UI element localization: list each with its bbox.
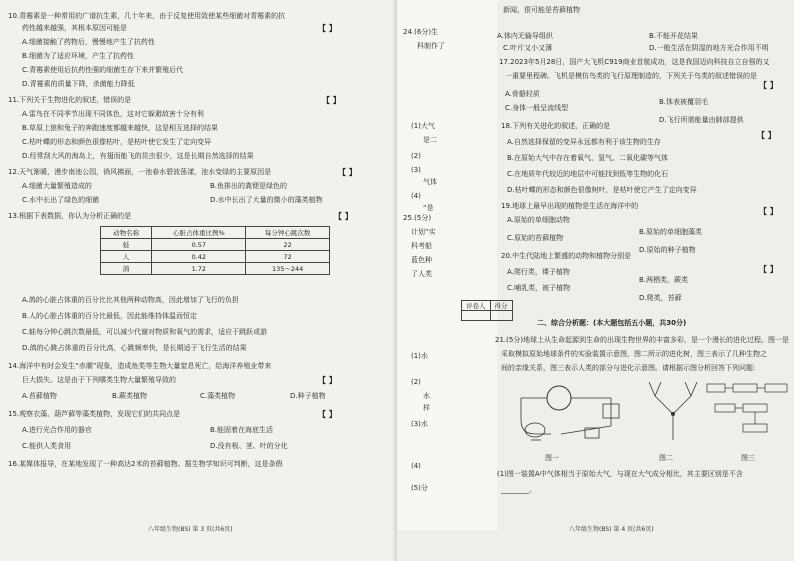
q13-option-b: B.人的心脏占体重的百分比最低，因此能维持体温而恒定	[22, 312, 198, 320]
q21-stem-cont1: 采取模拟原始地球条件的实验装置示意图，图二所示的进化树，图三表示了几种生物之	[501, 350, 767, 358]
q13-answer-bracket: 【 】	[334, 212, 353, 221]
q25-stem-cont2: 科考船	[411, 242, 432, 250]
q18-stem: 18.下列有关进化的叙述，正确的是	[501, 122, 611, 130]
table-row	[101, 251, 330, 263]
q24-sub4: (4)	[411, 192, 421, 200]
figure-three-caption: 图三	[741, 454, 755, 462]
q15-option-b: B.能固着在海底生活	[210, 426, 274, 434]
q17-option-a: A.骨骼轻质	[505, 90, 540, 98]
q24-sub3-cont: 气体	[423, 178, 437, 186]
q13-option-c: C.蛙每分钟心跳次数最低，可以减少代谢对物质和氧气的需求，适应于跳跃或游	[22, 328, 268, 336]
q15-option-c: C.能供人类食用	[22, 442, 72, 450]
q21-stem-cont2: 间的亲缘关系，图三表示人类的部分与进化示意图。请根据示图分析回答下列问题：	[501, 364, 760, 372]
table-row	[462, 301, 513, 311]
human-evolution-figure	[705, 380, 791, 444]
q18-option-c: C.在地质年代较近的地层中可能找到低等生物的化石	[507, 170, 669, 178]
figure-one-caption: 图一	[545, 454, 559, 462]
table-row	[101, 239, 330, 251]
q25-sub2-cont2: 样	[423, 404, 430, 412]
q15-stem: 15.观察衣藻、葫芦藓等藻类植物，发现它们的共同点是	[8, 410, 181, 418]
q19-option-c: C.原始的苔藓植物	[507, 234, 564, 242]
q20-answer-bracket: 【 】	[759, 265, 778, 274]
q18-option-a: A.自然选择保留的变异永远都有利于该生物的生存	[507, 138, 661, 146]
score-cell[interactable]	[490, 311, 512, 321]
q16-option-a: A.体内无输导组织	[497, 32, 553, 40]
table-header-cell: 心脏占体重比例%	[152, 227, 246, 239]
evolution-tree-figure	[643, 374, 703, 444]
q24-sub1: (1)大气	[411, 122, 435, 130]
q12-stem: 12.天气渐暖，漫步南池公园，徜风拂面，一池春水碧波荡漾，池水变绿的主要原因是	[8, 168, 272, 176]
q17-option-d: D.飞行所需能量由肺部提供	[659, 116, 744, 124]
q16-option-d: D.一般生活在阴湿的地方光合作用不明	[649, 44, 769, 52]
q14-option-a: A.苔藓植物	[22, 392, 57, 400]
q24-sub4-cont: “是	[423, 204, 434, 212]
table-cell: 人	[101, 251, 152, 263]
q14-answer-bracket: 【 】	[318, 376, 337, 385]
q18-option-d: D.枯叶蝶的形态和颜色很像树叶，是枯叶使它产生了定向变异	[507, 186, 697, 194]
q12-answer-bracket: 【 】	[338, 168, 357, 177]
table-cell: 22	[246, 239, 330, 251]
q13-stem: 13.根据下表数据，你认为分析正确的是	[8, 212, 132, 220]
q19-option-b: B.原始的单细胞藻类	[639, 228, 703, 236]
q17-stem-cont: 一重要里程碑。飞机是模仿鸟类的飞行原理制造的，下列关于鸟类的叙述错误的是	[505, 72, 757, 80]
q14-option-b: B.蕨类植物	[112, 392, 148, 400]
q10-option-d: D.青霉素的质量下降，杀菌能力降低	[22, 80, 135, 88]
q11-answer-bracket: 【 】	[322, 96, 341, 105]
q15-answer-bracket: 【 】	[318, 410, 337, 419]
q10-stem: 10.青霉素是一种常用的广谱抗生素，几十年来，由于反复使用致使某些细菌对青霉素的抗	[8, 12, 286, 20]
q10-option-a: A.细菌接触了药物后，慢慢地产生了抗药性	[22, 38, 155, 46]
q25-sub4: (4)	[411, 462, 421, 470]
q19-stem: 19.地球上最早出现的植物是生活在海洋中的	[501, 202, 639, 210]
grader-label: 评卷人	[462, 301, 491, 311]
q24-sub3: (3)	[411, 166, 421, 174]
q14-stem: 14.海洋中有时会发生“赤潮”现象，造成鱼类等生物大量窒息死亡，给海洋养殖业带来	[8, 362, 272, 370]
q10-option-c: C.青霉素使用后抗药性强的细菌生存下来并繁殖后代	[22, 66, 184, 74]
q11-option-c: C.枯叶蝶的形态和颜色很像枯叶，是枯叶使它发生了定向变异	[22, 138, 212, 146]
q20-option-a: A.爬行类，裸子植物	[507, 268, 570, 276]
section-two-heading: 二、综合分析题：(本大题包括五小题，共30分)	[537, 319, 687, 327]
page-footer-left: 八年级生物(BS) 第 3 页(共6页)	[148, 526, 233, 533]
q10-option-b: B.细菌为了适应环境，产生了抗药性	[22, 52, 135, 60]
right-page	[397, 0, 794, 561]
table-header-cell: 每分钟心跳次数	[246, 227, 330, 239]
q24-sub1-cont: 是二	[423, 136, 437, 144]
table-cell: 135～244	[246, 263, 330, 275]
q15-option-a: A.进行光合作用的器官	[22, 426, 92, 434]
q12-option-c: C.水中长出了绿色的细菌	[22, 196, 100, 204]
q13-option-a: A.鸽的心脏占体重的百分比比其他两种动物高，因此增加了飞行的负担	[22, 296, 239, 304]
q25-sub1: (1)水	[411, 352, 428, 360]
table-row	[462, 311, 513, 321]
q14-stem-cont: 巨大损失。这是由于下列哪类生物大量繁殖导致的	[22, 376, 176, 384]
q20-option-c: C.哺乳类，被子植物	[507, 284, 571, 292]
q15-option-d: D.没有根、茎、叶的分化	[210, 442, 288, 450]
q17-option-b: B.体表被覆羽毛	[659, 98, 709, 106]
folded-page-strip	[397, 0, 497, 530]
q16-stem: 16.某媒体报导，在某地发现了一种高达2米的苔藓植物。据生物学知识可判断，这是条假	[8, 460, 283, 468]
q25-stem-cont4: 了人类	[411, 270, 432, 278]
q19-option-a: A.原始的单细胞动物	[507, 216, 570, 224]
q11-option-a: A.雷鸟在不同季节出现不同体色，这对它躲避敌害十分有利	[22, 110, 204, 118]
q16-option-c: C.叶片又小又薄	[503, 44, 553, 52]
q25-stem-cont1: 计划“实	[411, 228, 436, 236]
q14-option-c: C.藻类植物	[200, 392, 236, 400]
q19-option-d: D.原始的种子植物	[639, 246, 696, 254]
q21-stem: 21.(5分)地球上从生命起源到生命的出现生物世界的丰富多彩，是一个漫长的进化过程。图一是	[495, 336, 790, 344]
page-footer-right: 八年级生物(BS) 第 4 页(共6页)	[569, 526, 654, 533]
q24-stem-cont: 科制作了	[417, 42, 445, 50]
table-cell: 0.57	[152, 239, 246, 251]
table-cell: 鸽	[101, 263, 152, 275]
table-header-cell: 动物名称	[101, 227, 152, 239]
q21-sub1-blank: ________。	[501, 486, 536, 494]
q12-option-d: D.水中长出了大量的微小的藻类植物	[210, 196, 323, 204]
q25-stem-cont3: 蓝色种	[411, 256, 432, 264]
q13-data-table	[100, 226, 330, 275]
q16-stem-cont: 新闻，很可能是苔藓植物	[503, 6, 580, 14]
q11-stem: 11.下列关于生物进化的叙述，错误的是	[8, 96, 132, 104]
q25-sub5: (5)分	[411, 484, 428, 492]
q20-option-b: B.两栖类，蕨类	[639, 276, 689, 284]
figure-two-caption: 图二	[659, 454, 673, 462]
q13-option-d: D.鸽的心跳占体重的百分比高，心跳频率快，是长期适于飞行生活的结果	[22, 344, 247, 352]
q25-sub2-cont: 水	[423, 392, 430, 400]
table-header-row	[101, 227, 330, 239]
table-row	[101, 263, 330, 275]
q17-stem: 17.2023年5月28日，国产大飞机C919商业首航成功，这是我国迈向科技自立自强的又	[499, 58, 770, 66]
q14-option-d: D.种子植物	[290, 392, 326, 400]
table-cell: 72	[246, 251, 330, 263]
q20-option-d: D.爬类，苔藓	[639, 294, 682, 302]
q16-option-b: B.不能开花结果	[649, 32, 699, 40]
q25-stem: 25.(5分)	[403, 214, 432, 222]
grader-score-box	[461, 300, 513, 321]
q25-sub3: (3)水	[411, 420, 428, 428]
score-label: 得分	[490, 301, 512, 311]
grader-cell[interactable]	[462, 311, 491, 321]
table-cell: 蛙	[101, 239, 152, 251]
q10-answer-bracket: 【 】	[318, 24, 337, 33]
q12-option-b: B.鱼排出的粪便是绿色的	[210, 182, 288, 190]
q19-answer-bracket: 【 】	[759, 207, 778, 216]
q10-stem-cont: 药性越来越强，其根本原因可能是	[22, 24, 127, 32]
table-cell: 0.42	[152, 251, 246, 263]
q24-sub2: (2)	[411, 152, 421, 160]
q21-sub1: (1)图一装置A中气体相当于原始大气，与现在大气成分相比，其主要区别是不含	[497, 470, 743, 478]
q17-option-c: C.身体一般呈流线型	[505, 104, 569, 112]
q12-option-a: A.细菌大量繁殖造成的	[22, 182, 92, 190]
q11-option-b: B.草原上狼和兔子的奔跑速度都越来越快，这是相互选择的结果	[22, 124, 219, 132]
q18-answer-bracket: 【 】	[757, 131, 776, 140]
q25-sub2: (2)	[411, 378, 421, 386]
q24-stem: 24.(6分)生	[403, 28, 439, 36]
table-cell: 1.72	[152, 263, 246, 275]
q18-option-b: B.在原始大气中存在着氧气、氢气、二氧化碳等气体	[507, 154, 669, 162]
q20-stem: 20.中生代陆地上繁盛的动物和植物分别是	[501, 252, 632, 260]
q17-answer-bracket: 【 】	[759, 81, 778, 90]
miller-apparatus-figure	[501, 378, 631, 450]
q11-option-d: D.经常刮大风的海岛上，有翅而能飞的昆虫很少，这是长期自然选择的结果	[22, 152, 254, 160]
